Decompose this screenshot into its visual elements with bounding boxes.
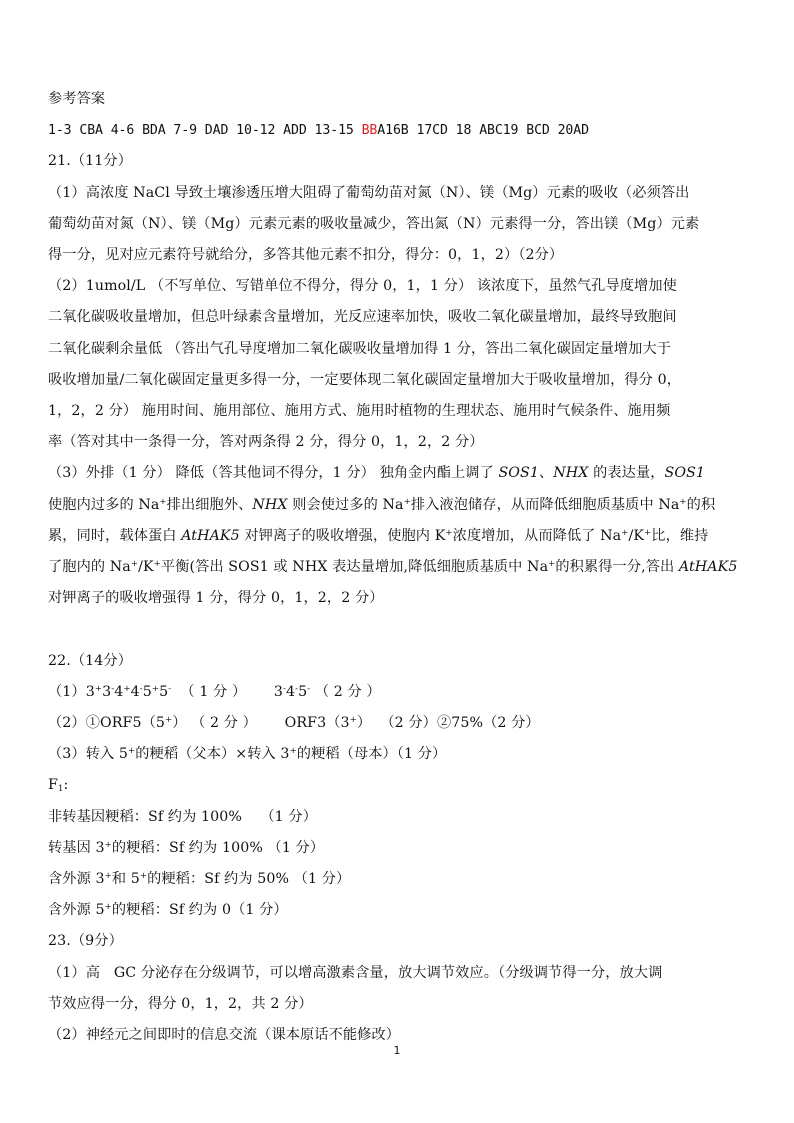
answers-highlight: BB (361, 123, 378, 139)
q23-title: 23.（9分） (48, 933, 123, 950)
q22-p1: （1）3+3-4+4-5+5- （ 1 分 ） 3-4-5- （ 2 分 ） (48, 683, 381, 700)
choice-answers (48, 115, 758, 146)
q21-p1-line-1: （1）高浓度 NaCl 导致土壤渗透压增大阻碍了葡萄幼苗对氮（N）、镁（Mg）元素的吸收（必须答出 (48, 184, 690, 201)
answers-part-2: A16B 17CD 18 ABC19 BCD 20AD (377, 123, 589, 139)
q23-p2: （2）神经元之间即时的信息交流（课本原话不能修改） (48, 1027, 401, 1044)
q21-p2-line-1: （2）1umol/L （不写单位、写错单位不得分，得分 0，1，1 分） 该浓度下，虽然气孔导度增加使 (48, 278, 677, 295)
q21-p2-line-3: 二氧化碳剩余量低 （答出气孔导度增加二氧化碳吸收量增加得 1 分，答出二氧化碳固定量增加大于 (48, 340, 672, 357)
q21-title: 21.（11分） (48, 153, 132, 170)
q22-title: 22.（14分） (48, 652, 132, 669)
q21-p1-line-2: 葡萄幼苗对氮（N）、镁（Mg）元素元素的吸收量减少，答出氮（N）元素得一分，答出镁（Mg）元素 (48, 215, 700, 232)
document-heading: 参考答案 (48, 91, 106, 107)
q21-p1-line-3: 得一分，见对应元素符号就给分，多答其他元素不扣分，得分：0，1，2）（2分） (48, 247, 564, 264)
q22-p2: （2）①ORF5（5+） （ 2 分 ） ORF3（3+） （2 分）②75%（2 分） (48, 715, 540, 732)
blank-line (48, 614, 758, 645)
q21-p2-line-6: 率（答对其中一条得一分，答对两条得 2 分，得分 0，1，2，2 分） (48, 434, 484, 451)
q21-p2-line-2: 二氧化碳吸收量增加，但总叶绿素含量增加，光反应速率加快，吸收二氧化碳量增加，最终导致胞间 (48, 309, 677, 326)
q23-p1-line-1: （1）高 GC 分泌存在分级调节，可以增高激素含量，放大调节效应。（分级调节得一分，放大调 (48, 964, 663, 981)
q21-p3-line-3: 累，同时，载体蛋白 AtHAK5 对钾离子的吸收增强，使胞内 K+浓度增加，从而降低了 Na+/K+比，维持 (48, 527, 709, 544)
q21-p2-line-4: 吸收增加量/二氧化碳固定量更多得一分，一定要体现二氧化碳固定量增加大于吸收量增加，得分 0， (48, 371, 681, 388)
q22-result-4: 含外源 5+的粳稻：Sf 约为 0（1 分） (48, 902, 288, 919)
q21-p3-line-1: （3）外排（1 分） 降低（答其他词不得分，1 分） 独角金内酯上调了 SOS1、NHX 的表达量，SOS1 (48, 465, 706, 482)
q21-p3-line-2: 使胞内过多的 Na+排出细胞外、NHX 则会使过多的 Na+排入液泡储存，从而降低细胞质基质中 Na+的积 (48, 496, 716, 513)
q23-p1-line-2: 节效应得一分，得分 0，1，2，共 2 分） (48, 995, 313, 1012)
q21-p3-line-5: 对钾离子的吸收增强得 1 分，得分 0，1，2，2 分） (48, 590, 384, 607)
q21-p2-line-5: 1，2，2 分） 施用时间、施用部位、施用方式、施用时植物的生理状态、施用时气候条件、施用频 (48, 403, 671, 420)
page-number: 1 (393, 1044, 401, 1057)
q22-p3: （3）转入 5+的粳稻（父本）×转入 3+的粳稻（母本）（1 分） (48, 746, 447, 763)
q22-result-1: 非转基因粳稻：Sf 约为 100% （1 分） (48, 808, 317, 825)
answers-part-1: 1-3 CBA 4-6 BDA 7-9 DAD 10-12 ADD 13-15 (48, 123, 362, 139)
q22-f1-label: $F_1$: (48, 777, 69, 795)
q22-result-2: 转基因 3+的粳稻：Sf 约为 100% （1 分） (48, 839, 325, 856)
q21-p3-line-4: 了胞内的 Na+/K+平衡(答出 SOS1 或 NHX 表达量增加,降低细胞质基质中 Na+的积累得一分,答出 AtHAK5 (48, 559, 738, 576)
answer-key-text (48, 84, 758, 1051)
q22-result-3: 含外源 3+和 5+的粳稻：Sf 约为 50% （1 分） (48, 871, 351, 888)
